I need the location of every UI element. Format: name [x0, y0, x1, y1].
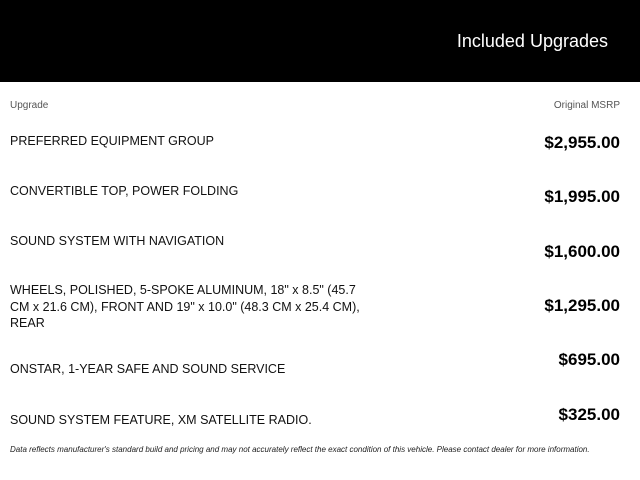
- disclaimer-footnote: Data reflects manufacturer's standard build and pricing and may not accurately reflect the exact condition of this vehicle. Please contact dealer for more information.: [10, 445, 590, 454]
- page-title: Included Upgrades: [456, 31, 608, 51]
- upgrade-name: SOUND SYSTEM WITH NAVIGATION: [10, 234, 225, 248]
- upgrade-price: $2,955.00: [544, 133, 620, 152]
- header-bar: [0, 0, 640, 82]
- upgrade-price: $1,600.00: [544, 242, 620, 261]
- upgrade-name: WHEELS, POLISHED, 5-SPOKE ALUMINUM, 18" x 8.5" (45.7 CM x 21.6 CM), FRONT AND 19" x 10.0" (48.3 CM x 25.4 CM), REAR: [10, 283, 360, 330]
- upgrade-name: SOUND SYSTEM FEATURE, XM SATELLITE RADIO.: [10, 413, 312, 427]
- upgrade-price: $695.00: [558, 350, 620, 369]
- upgrade-name: ONSTAR, 1-YEAR SAFE AND SOUND SERVICE: [10, 362, 286, 376]
- column-header-upgrade: Upgrade: [10, 100, 49, 111]
- upgrade-name: PREFERRED EQUIPMENT GROUP: [10, 134, 214, 148]
- upgrade-price: $1,295.00: [544, 296, 620, 315]
- column-header-msrp: Original MSRP: [553, 100, 620, 111]
- upgrade-price: $325.00: [558, 405, 620, 424]
- upgrade-name: CONVERTIBLE TOP, POWER FOLDING: [10, 184, 239, 198]
- upgrade-price: $1,995.00: [544, 187, 620, 206]
